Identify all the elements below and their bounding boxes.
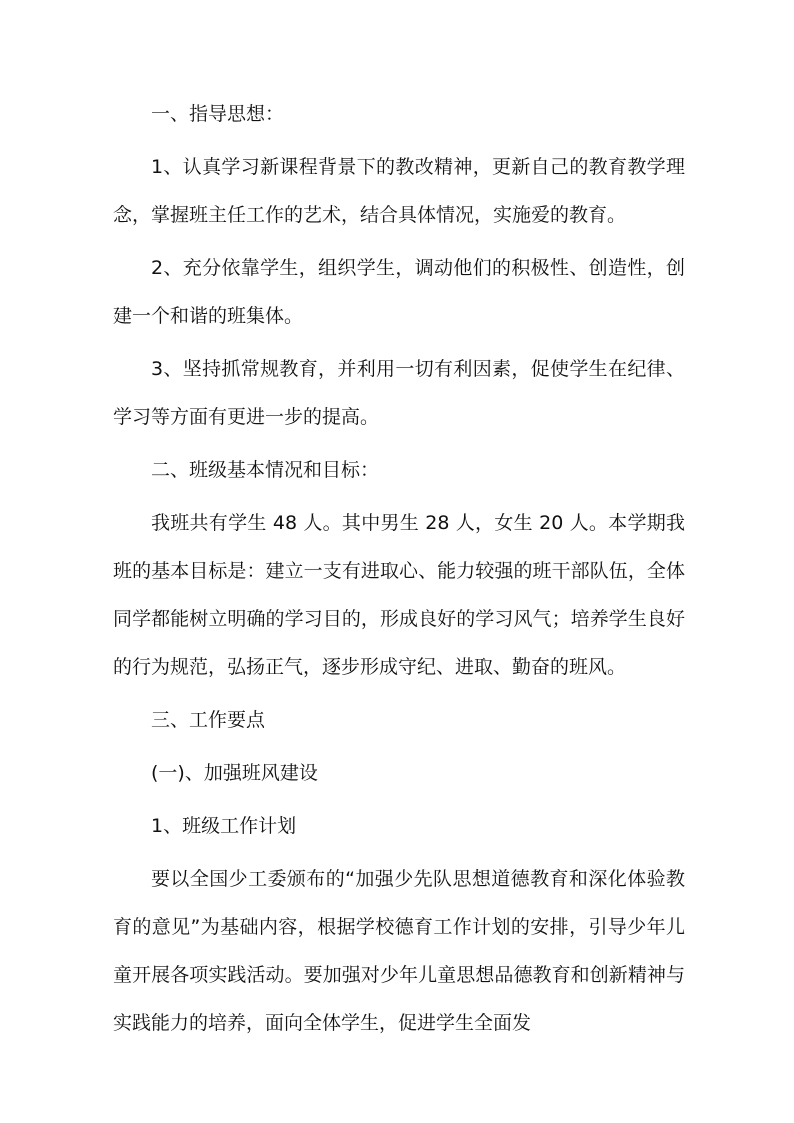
paragraph-item-1: 1、认真学习新课程背景下的教改精神，更新自己的教育教学理念，掌握班主任工作的艺术，结合具体情况，实施爱的教育。 — [113, 156, 685, 226]
paragraph-class-situation: 我班共有学生 48 人。其中男生 28 人，女生 20 人。本学期我班的基本目标是：建立一支有进取心、能力较强的班干部队伍，全体同学都能树立明确的学习目的，形成良好的学习风气；培养学生良好的行为规范，弘扬正气，逐步形成守纪、进取、勤奋的班风。 — [113, 512, 685, 678]
paragraph-work-plan: 要以全国少工委颁布的“加强少先队思想道德教育和深化体验教育的意见”为基础内容，根据学校德育工作计划的安排，引导少年儿童开展各项实践活动。要加强对少年儿童思想品德教育和创新精神与实践能力的培养，面向全体学生，促进学生全面发 — [113, 868, 685, 1034]
paragraph-item-2: 2、充分依靠学生，组织学生，调动他们的积极性、创造性，创建一个和谐的班集体。 — [113, 257, 685, 327]
subheading-work-plan: 1、班级工作计划 — [151, 815, 297, 837]
heading-work-points: 三、工作要点 — [151, 709, 266, 731]
paragraph-item-3: 3、坚持抓常规教育，并利用一切有利因素，促使学生在纪律、学习等方面有更进一步的提高。 — [113, 358, 685, 428]
subheading-class-style: (一)、加强班风建设 — [151, 762, 318, 784]
heading-class-situation: 二、班级基本情况和目标： — [151, 459, 380, 481]
document-body — [113, 90, 685, 1052]
heading-guiding-ideology: 一、指导思想： — [151, 103, 285, 125]
